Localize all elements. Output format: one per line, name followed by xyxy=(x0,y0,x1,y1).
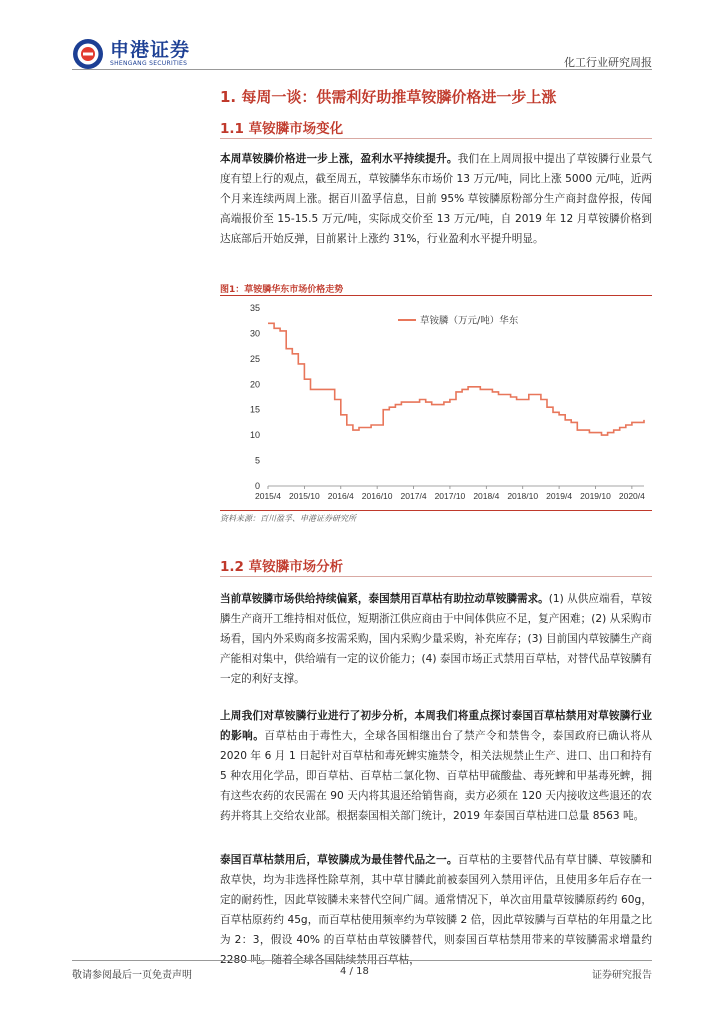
figure-bottom-rule xyxy=(220,510,652,511)
x-tick-label: 2019/4 xyxy=(546,491,573,501)
subsection-divider-1 xyxy=(220,138,652,139)
x-tick-label: 2019/10 xyxy=(580,491,611,501)
paragraph-2 xyxy=(220,589,652,689)
x-tick-label: 2018/4 xyxy=(473,491,500,501)
figure-title: 图1：草铵膦华东市场价格走势 xyxy=(220,285,344,295)
x-tick-label: 2015/10 xyxy=(289,491,320,501)
subsection-title-1: 1.1 草铵膦市场变化 xyxy=(220,121,344,137)
x-tick-label: 2015/4 xyxy=(255,491,281,501)
section-title: 1. 每周一谈：供需利好助推草铵膦价格进一步上涨 xyxy=(220,88,557,106)
series-line-草铵膦（万元/吨）华东 xyxy=(268,323,644,435)
paragraph-2-lead: 当前草铵膦市场供给持续偏紧，泰国禁用百草枯有助拉动草铵膦需求。 xyxy=(220,593,549,605)
y-tick-label: 35 xyxy=(249,303,260,313)
x-tick-label: 2016/4 xyxy=(327,491,354,501)
y-tick-label: 5 xyxy=(254,455,260,466)
paragraph-3-lead: 上周我们对草铵膦行业进行了初步分析，本周我们将重点探讨泰国百草枯禁用对草铵膦行业的影响。 xyxy=(220,710,652,742)
page-number: 4 / 18 xyxy=(340,966,369,977)
x-tick-label: 2017/4 xyxy=(400,491,427,501)
x-tick-label: 2020/4 xyxy=(618,491,645,501)
paragraph-3-body: 百草枯由于毒性大，全球各国相继出台了禁产令和禁售令，泰国政府已确认将从 2020 年 6 月 1 日起针对百草枯和毒死蜱实施禁令，相关法规禁止生产、进口、出口和持有 5 种农用化学品，即百草枯、百草枯二氯化物、百草枯甲硫酸盐、毒死蜱和甲基毒死蜱，拥有这些农药的农民需在 90 天内将其退还给销售商，卖方必须在 120 天内接收这些退还的农药并将其上交给农业部。根据泰国相关部门统计，2019 年泰国百草枯进口总量 8563 吨。 xyxy=(220,730,652,822)
y-tick-label: 20 xyxy=(249,379,260,390)
header-divider xyxy=(72,69,652,70)
footer-disclaimer: 敬请参阅最后一页免责声明 xyxy=(72,970,192,981)
paragraph-4-lead: 泰国百草枯禁用后，草铵膦成为最佳替代品之一。 xyxy=(220,854,458,866)
y-tick-label: 30 xyxy=(249,328,260,339)
paragraph-1-body: 我们在上周周报中提出了草铵膦行业景气度有望上行的观点，截至周五，草铵膦华东市场价 13 万元/吨，同比上涨 5000 元/吨，近两个月来连续两周上涨。据百川盈孚信息，目前 95% 草铵膦原粉部分生产商封盘停报，传闻高端报价至 15-15.5 万元/吨，实际成交价至 13 万元/吨，自 2019 年 12 月草铵膦价格到达底部后开始反弹，目前累计上涨约 31%，行业盈利水平提升明显。 xyxy=(220,153,653,245)
legend-label: 草铵膦（万元/吨）华东 xyxy=(420,315,519,327)
subsection-title-2: 1.2 草铵膦市场分析 xyxy=(220,559,344,575)
paragraph-1-lead: 本周草铵膦价格进一步上涨，盈利水平持续提升。 xyxy=(220,153,458,165)
y-tick-label: 10 xyxy=(249,430,260,441)
footer-label: 证券研究报告 xyxy=(592,970,652,981)
price-chart xyxy=(220,296,652,510)
paragraph-4 xyxy=(220,850,652,970)
x-tick-label: 2017/10 xyxy=(434,491,466,501)
paragraph-4-body: 百草枯的主要替代品有草甘膦、草铵膦和敌草快，均为非选择性除草剂，其中草甘膦此前被泰国列入禁用评估，且使用多年后存在一定的耐药性，因此草铵膦未来替代空间广阔。通常情况下，单次亩用量草铵膦原药约 60g，百草枯原药约 45g，而百草枯使用频率约为草铵膦 2 倍，因此草铵膦与百草枯的年用量之比为 2：3，假设 40% 的百草枯由草铵膦替代，则泰国百草枯禁用带来的草铵膦需求增量约 2280 吨。随着全球各国陆续禁用百草枯， xyxy=(220,854,653,966)
x-tick-label: 2018/10 xyxy=(507,491,539,501)
x-tick-label: 2016/10 xyxy=(361,491,393,501)
y-tick-label: 15 xyxy=(249,404,260,415)
subsection-divider-2 xyxy=(220,576,652,577)
paragraph-2-body: (1) 从供应端看，草铵膦生产商开工维持相对低位，短期浙江供应商由于中间体供应不足，复产困难；(2) 从采购市场看，国内外采购商多按需采购，国内采购少量采购，补充库存；(3) 目前国内草铵膦生产商产能相对集中，供给端有一定的议价能力；(4) 泰国市场正式禁用百草枯，对替代品草铵膦有一定的利好支撑。 xyxy=(220,593,653,685)
y-tick-label: 0 xyxy=(254,481,260,491)
logo-name-cn: 申港证券 xyxy=(110,39,191,61)
company-logo xyxy=(72,38,190,70)
figure-source: 资料来源：百川盈孚、申港证券研究所 xyxy=(220,514,356,523)
logo-mark-icon xyxy=(72,38,104,70)
report-type: 化工行业研究周报 xyxy=(564,56,652,69)
y-tick-label: 25 xyxy=(249,353,260,364)
footer-divider xyxy=(72,960,652,961)
paragraph-3 xyxy=(220,706,652,826)
logo-name-en: SHENGANG SECURITIES xyxy=(110,60,188,67)
paragraph-1 xyxy=(220,149,652,249)
